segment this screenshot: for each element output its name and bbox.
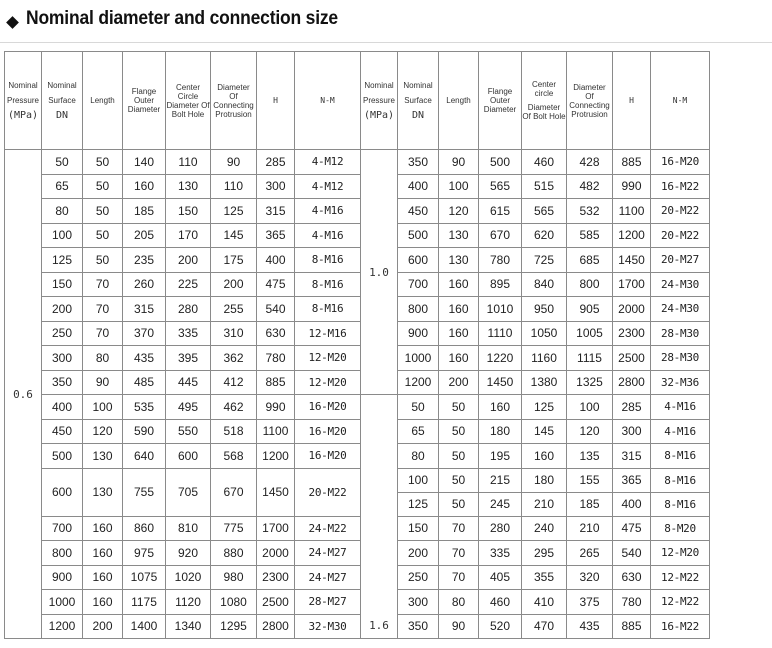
- right-n-m-cell: 28-M30: [651, 321, 710, 346]
- right-flange-od-cell: 1010: [479, 297, 522, 322]
- right-protrusion-cell: 320: [567, 565, 613, 590]
- right-n-m-cell: 28-M30: [651, 346, 710, 371]
- left-bolt-circle-cell: 335: [166, 321, 211, 346]
- right-length-cell: 50 50: [439, 468, 479, 516]
- right-length-cell: 80: [439, 590, 479, 615]
- right-n-m-cell: 8-M20: [651, 516, 710, 541]
- right-n-m-cell: 8-M16: [651, 444, 710, 469]
- right-protrusion-cell: 155 185: [567, 468, 613, 516]
- right-length-cell: 50: [439, 419, 479, 444]
- right-h-cell: 300: [613, 419, 651, 444]
- right-bolt-circle-cell: 620: [522, 223, 567, 248]
- right-length-cell: 70: [439, 565, 479, 590]
- left-bolt-circle-cell: 810: [166, 516, 211, 541]
- left-protrusion-cell: 880: [211, 541, 257, 566]
- left-flange-od-cell: 160: [123, 174, 166, 199]
- right-n-m-cell: 20-M22: [651, 199, 710, 224]
- left-protrusion-cell: 412: [211, 370, 257, 395]
- left-bolt-circle-cell: 705: [166, 468, 211, 516]
- left-h-cell: 990: [257, 395, 295, 420]
- left-protrusion-cell: 175: [211, 248, 257, 273]
- left-flange-od-cell: 1400: [123, 614, 166, 639]
- right-dn-cell: 350: [398, 614, 439, 639]
- left-length-cell: 50: [83, 174, 123, 199]
- left-protrusion-cell: 775: [211, 516, 257, 541]
- left-h-cell: 365: [257, 223, 295, 248]
- left-h-cell: 475: [257, 272, 295, 297]
- left-flange-od-cell: 315: [123, 297, 166, 322]
- right-n-m-cell: 20-M22: [651, 223, 710, 248]
- left-length-cell: 100: [83, 395, 123, 420]
- left-dn-cell: 700: [42, 516, 83, 541]
- left-flange-od-cell: 370: [123, 321, 166, 346]
- right-protrusion-cell: 685: [567, 248, 613, 273]
- left-h-cell: 300: [257, 174, 295, 199]
- right-h-cell: 1100: [613, 199, 651, 224]
- right-h-cell: 2300: [613, 321, 651, 346]
- left-length-cell: 160: [83, 541, 123, 566]
- right-dn-cell: 300: [398, 590, 439, 615]
- right-length-cell: 90: [439, 150, 479, 175]
- table-row: [5, 395, 770, 420]
- right-flange-od-cell: 615: [479, 199, 522, 224]
- diamond-bullet-icon: [6, 16, 19, 29]
- left-dn-cell: 450: [42, 419, 83, 444]
- left-flange-od-cell: 185: [123, 199, 166, 224]
- right-dn-cell: 50: [398, 395, 439, 420]
- left-flange-od-cell: 260: [123, 272, 166, 297]
- left-length-cell: 160: [83, 590, 123, 615]
- left-length-cell: 70: [83, 297, 123, 322]
- right-flange-od-cell: 895: [479, 272, 522, 297]
- right-length-cell: 70: [439, 541, 479, 566]
- left-dn-cell: 50: [42, 150, 83, 175]
- right-protrusion-cell: 120: [567, 419, 613, 444]
- left-flange-od-cell: 1075: [123, 565, 166, 590]
- left-h-cell: 2800: [257, 614, 295, 639]
- right-n-m-cell: 4-M16: [651, 419, 710, 444]
- right-h-cell: 885: [613, 150, 651, 175]
- right-flange-od-cell: 1450: [479, 370, 522, 395]
- left-flange-od-cell: 860: [123, 516, 166, 541]
- right-dn-cell: 600: [398, 248, 439, 273]
- right-bolt-circle-cell: 145: [522, 419, 567, 444]
- right-flange-od-cell: 195: [479, 444, 522, 469]
- left-n-m-cell: 8-M16: [295, 297, 361, 322]
- left-length-cell: 70: [83, 321, 123, 346]
- left-protrusion-cell: 980: [211, 565, 257, 590]
- left-n-m-cell: 12-M20: [295, 346, 361, 371]
- right-h-cell: 990: [613, 174, 651, 199]
- left-length-cell: 50: [83, 223, 123, 248]
- right-protrusion-cell: 1005: [567, 321, 613, 346]
- left-dn-cell: 350: [42, 370, 83, 395]
- left-bolt-circle-cell: 110: [166, 150, 211, 175]
- left-bolt-circle-cell: 495: [166, 395, 211, 420]
- left-n-m-cell: 12-M16: [295, 321, 361, 346]
- left-dn-cell: 80: [42, 199, 83, 224]
- header-connecting-protrusion: Diameter Of Connecting Protrusion: [211, 52, 257, 150]
- left-protrusion-cell: 362: [211, 346, 257, 371]
- left-h-cell: 1700: [257, 516, 295, 541]
- right-h-cell: 885: [613, 614, 651, 639]
- header-h: H: [257, 52, 295, 150]
- header-n-m: N-M: [295, 52, 361, 150]
- left-length-cell: 80: [83, 346, 123, 371]
- right-bolt-circle-cell: 1160: [522, 346, 567, 371]
- right-dn-cell: 500: [398, 223, 439, 248]
- left-h-cell: 2000: [257, 541, 295, 566]
- left-n-m-cell: 16-M20: [295, 444, 361, 469]
- header-n-m-right: N-M: [651, 52, 710, 150]
- left-length-cell: 130: [83, 468, 123, 516]
- right-protrusion-cell: 905: [567, 297, 613, 322]
- left-protrusion-cell: 90: [211, 150, 257, 175]
- right-flange-od-cell: 160: [479, 395, 522, 420]
- left-dn-cell: 500: [42, 444, 83, 469]
- right-length-cell: 130: [439, 248, 479, 273]
- left-bolt-circle-cell: 200: [166, 248, 211, 273]
- right-length-cell: 100: [439, 174, 479, 199]
- right-protrusion-cell: 428: [567, 150, 613, 175]
- left-dn-cell: 250: [42, 321, 83, 346]
- left-h-cell: 315: [257, 199, 295, 224]
- left-dn-cell: 65: [42, 174, 83, 199]
- left-protrusion-cell: 518: [211, 419, 257, 444]
- left-bolt-circle-cell: 1020: [166, 565, 211, 590]
- right-flange-od-cell: 460: [479, 590, 522, 615]
- right-protrusion-cell: 800: [567, 272, 613, 297]
- left-flange-od-cell: 485: [123, 370, 166, 395]
- right-h-cell: 780: [613, 590, 651, 615]
- left-n-m-cell: 16-M20: [295, 419, 361, 444]
- right-protrusion-cell: 100: [567, 395, 613, 420]
- left-length-cell: 70: [83, 272, 123, 297]
- connection-size-table: [4, 51, 770, 639]
- right-flange-od-cell: 520: [479, 614, 522, 639]
- left-bolt-circle-cell: 1340: [166, 614, 211, 639]
- right-flange-od-cell: 500: [479, 150, 522, 175]
- left-length-cell: 130: [83, 444, 123, 469]
- right-n-m-cell: 32-M36: [651, 370, 710, 395]
- left-h-cell: 1100: [257, 419, 295, 444]
- left-protrusion-cell: 568: [211, 444, 257, 469]
- header-flange-outer-diameter-right: Flange Outer Diameter: [479, 52, 522, 150]
- left-flange-od-cell: 755: [123, 468, 166, 516]
- left-flange-od-cell: 640: [123, 444, 166, 469]
- right-protrusion-cell: 1325: [567, 370, 613, 395]
- right-dn-cell: 700: [398, 272, 439, 297]
- left-protrusion-cell: 462: [211, 395, 257, 420]
- left-h-cell: 885: [257, 370, 295, 395]
- left-dn-cell: 800: [42, 541, 83, 566]
- left-h-cell: 285: [257, 150, 295, 175]
- left-n-m-cell: 4-M16: [295, 223, 361, 248]
- left-length-cell: 120: [83, 419, 123, 444]
- left-dn-cell: 1200: [42, 614, 83, 639]
- left-flange-od-cell: 1175: [123, 590, 166, 615]
- left-h-cell: 2300: [257, 565, 295, 590]
- right-h-cell: 630: [613, 565, 651, 590]
- right-length-cell: 200: [439, 370, 479, 395]
- right-flange-od-cell: 280: [479, 516, 522, 541]
- left-h-cell: 1450: [257, 468, 295, 516]
- right-bolt-circle-cell: 950: [522, 297, 567, 322]
- right-n-m-cell: 12-M22: [651, 590, 710, 615]
- right-bolt-circle-cell: 125: [522, 395, 567, 420]
- left-dn-cell: 100: [42, 223, 83, 248]
- right-h-cell: 2500: [613, 346, 651, 371]
- right-protrusion-cell: 135: [567, 444, 613, 469]
- right-length-cell: 70: [439, 516, 479, 541]
- left-bolt-circle-cell: 1120: [166, 590, 211, 615]
- left-protrusion-cell: 255: [211, 297, 257, 322]
- left-length-cell: 160: [83, 565, 123, 590]
- left-flange-od-cell: 975: [123, 541, 166, 566]
- left-n-m-cell: 24-M27: [295, 541, 361, 566]
- left-dn-cell: 150: [42, 272, 83, 297]
- left-n-m-cell: 16-M20: [295, 395, 361, 420]
- left-n-m-cell: 12-M20: [295, 370, 361, 395]
- left-n-m-cell: 4-M16: [295, 199, 361, 224]
- right-bolt-circle-cell: 460: [522, 150, 567, 175]
- right-bolt-circle-cell: 470: [522, 614, 567, 639]
- right-dn-cell: 350: [398, 150, 439, 175]
- right-h-cell: 2800: [613, 370, 651, 395]
- right-length-cell: 90: [439, 614, 479, 639]
- left-n-m-cell: 32-M30: [295, 614, 361, 639]
- right-protrusion-cell: 532: [567, 199, 613, 224]
- left-dn-cell: 1000: [42, 590, 83, 615]
- left-flange-od-cell: 535: [123, 395, 166, 420]
- right-n-m-cell: 4-M16: [651, 395, 710, 420]
- header-length: Length: [83, 52, 123, 150]
- pressure-1-0-cell: 1.0: [361, 150, 398, 395]
- left-protrusion-cell: 310: [211, 321, 257, 346]
- right-protrusion-cell: 375: [567, 590, 613, 615]
- left-n-m-cell: 8-M16: [295, 272, 361, 297]
- left-bolt-circle-cell: 150: [166, 199, 211, 224]
- left-length-cell: 50: [83, 199, 123, 224]
- left-dn-cell: 200: [42, 297, 83, 322]
- left-bolt-circle-cell: 130: [166, 174, 211, 199]
- right-dn-cell: 80: [398, 444, 439, 469]
- right-flange-od-cell: 670: [479, 223, 522, 248]
- right-dn-cell: 250: [398, 565, 439, 590]
- left-bolt-circle-cell: 550: [166, 419, 211, 444]
- pressure-1-6-cell: 1.6: [361, 395, 398, 639]
- left-bolt-circle-cell: 920: [166, 541, 211, 566]
- left-h-cell: 630: [257, 321, 295, 346]
- left-flange-od-cell: 205: [123, 223, 166, 248]
- right-dn-cell: 900: [398, 321, 439, 346]
- right-h-cell: 475: [613, 516, 651, 541]
- right-flange-od-cell: 565: [479, 174, 522, 199]
- right-length-cell: 160: [439, 321, 479, 346]
- left-dn-cell: 900: [42, 565, 83, 590]
- right-dn-cell: 65: [398, 419, 439, 444]
- right-length-cell: 160: [439, 346, 479, 371]
- left-flange-od-cell: 140: [123, 150, 166, 175]
- right-n-m-cell: 24-M30: [651, 297, 710, 322]
- left-protrusion-cell: 1080: [211, 590, 257, 615]
- left-h-cell: 2500: [257, 590, 295, 615]
- right-n-m-cell: 12-M22: [651, 565, 710, 590]
- right-bolt-circle-cell: 840: [522, 272, 567, 297]
- left-length-cell: 200: [83, 614, 123, 639]
- right-dn-cell: 100 125: [398, 468, 439, 516]
- right-bolt-circle-cell: 565: [522, 199, 567, 224]
- left-protrusion-cell: 200: [211, 272, 257, 297]
- right-flange-od-cell: 180: [479, 419, 522, 444]
- right-dn-cell: 200: [398, 541, 439, 566]
- right-protrusion-cell: 1115: [567, 346, 613, 371]
- right-protrusion-cell: 585: [567, 223, 613, 248]
- left-length-cell: 90: [83, 370, 123, 395]
- left-n-m-cell: 28-M27: [295, 590, 361, 615]
- right-dn-cell: 450: [398, 199, 439, 224]
- right-dn-cell: 800: [398, 297, 439, 322]
- right-protrusion-cell: 482: [567, 174, 613, 199]
- right-dn-cell: 400: [398, 174, 439, 199]
- right-length-cell: 130: [439, 223, 479, 248]
- right-h-cell: 1200: [613, 223, 651, 248]
- title-bar: [0, 0, 772, 43]
- header-nominal-surface: Nominal Surface DN: [42, 52, 83, 150]
- right-flange-od-cell: 1110: [479, 321, 522, 346]
- left-length-cell: 50: [83, 248, 123, 273]
- header-h-right: H: [613, 52, 651, 150]
- left-h-cell: 780: [257, 346, 295, 371]
- left-n-m-cell: 20-M22: [295, 468, 361, 516]
- right-flange-od-cell: 780: [479, 248, 522, 273]
- left-flange-od-cell: 435: [123, 346, 166, 371]
- left-n-m-cell: 8-M16: [295, 248, 361, 273]
- right-h-cell: 365 400: [613, 468, 651, 516]
- right-bolt-circle-cell: 515: [522, 174, 567, 199]
- left-protrusion-cell: 670: [211, 468, 257, 516]
- left-h-cell: 400: [257, 248, 295, 273]
- right-n-m-cell: 16-M22: [651, 174, 710, 199]
- right-h-cell: 315: [613, 444, 651, 469]
- right-bolt-circle-cell: 180 210: [522, 468, 567, 516]
- right-h-cell: 1700: [613, 272, 651, 297]
- left-protrusion-cell: 145: [211, 223, 257, 248]
- header-bolt-hole-diameter-right: Center circle Diameter Of Bolt Hole: [522, 52, 567, 150]
- left-bolt-circle-cell: 280: [166, 297, 211, 322]
- table-row: [5, 150, 770, 175]
- left-h-cell: 540: [257, 297, 295, 322]
- right-dn-cell: 1200: [398, 370, 439, 395]
- header-nominal-surface-right: Nominal Surface DN: [398, 52, 439, 150]
- right-h-cell: 2000: [613, 297, 651, 322]
- right-flange-od-cell: 215 245: [479, 468, 522, 516]
- left-bolt-circle-cell: 225: [166, 272, 211, 297]
- left-length-cell: 160: [83, 516, 123, 541]
- left-dn-cell: 600: [42, 468, 83, 516]
- right-n-m-cell: 12-M20: [651, 541, 710, 566]
- right-length-cell: 120: [439, 199, 479, 224]
- left-dn-cell: 125: [42, 248, 83, 273]
- right-dn-cell: 1000: [398, 346, 439, 371]
- left-n-m-cell: 24-M22: [295, 516, 361, 541]
- right-length-cell: 50: [439, 444, 479, 469]
- right-bolt-circle-cell: 355: [522, 565, 567, 590]
- left-bolt-circle-cell: 600: [166, 444, 211, 469]
- right-n-m-cell: 20-M27: [651, 248, 710, 273]
- left-n-m-cell: 24-M27: [295, 565, 361, 590]
- right-flange-od-cell: 1220: [479, 346, 522, 371]
- right-bolt-circle-cell: 240: [522, 516, 567, 541]
- table-header-row: [5, 52, 770, 150]
- right-protrusion-cell: 210: [567, 516, 613, 541]
- right-n-m-cell: 16-M22: [651, 614, 710, 639]
- left-protrusion-cell: 110: [211, 174, 257, 199]
- left-bolt-circle-cell: 395: [166, 346, 211, 371]
- left-dn-cell: 300: [42, 346, 83, 371]
- left-protrusion-cell: 125: [211, 199, 257, 224]
- left-bolt-circle-cell: 445: [166, 370, 211, 395]
- right-length-cell: 50: [439, 395, 479, 420]
- header-flange-outer-diameter: Flange Outer Diameter: [123, 52, 166, 150]
- left-n-m-cell: 4-M12: [295, 174, 361, 199]
- right-bolt-circle-cell: 1380: [522, 370, 567, 395]
- header-connecting-protrusion-right: Diameter Of Connecting Protrusion: [567, 52, 613, 150]
- header-length-right: Length: [439, 52, 479, 150]
- right-flange-od-cell: 405: [479, 565, 522, 590]
- pressure-0-6-cell: 0.6: [5, 150, 42, 639]
- right-flange-od-cell: 335: [479, 541, 522, 566]
- right-bolt-circle-cell: 410: [522, 590, 567, 615]
- right-n-m-cell: 16-M20: [651, 150, 710, 175]
- left-flange-od-cell: 590: [123, 419, 166, 444]
- left-h-cell: 1200: [257, 444, 295, 469]
- header-bolt-hole-diameter: Center Circle Diameter Of Bolt Hole: [166, 52, 211, 150]
- right-length-cell: 160: [439, 272, 479, 297]
- right-h-cell: 285: [613, 395, 651, 420]
- left-protrusion-cell: 1295: [211, 614, 257, 639]
- right-h-cell: 540: [613, 541, 651, 566]
- right-bolt-circle-cell: 160: [522, 444, 567, 469]
- right-n-m-cell: 24-M30: [651, 272, 710, 297]
- right-protrusion-cell: 435: [567, 614, 613, 639]
- left-flange-od-cell: 235: [123, 248, 166, 273]
- header-nominal-pressure-right: Nominal Pressure (MPa): [361, 52, 398, 150]
- table-body: [5, 150, 770, 639]
- page-title: Nominal diameter and connection size: [26, 8, 338, 29]
- right-n-m-cell: 8-M16 8-M16: [651, 468, 710, 516]
- header-nominal-pressure: Nominal Pressure (MPa): [5, 52, 42, 150]
- right-dn-cell: 150: [398, 516, 439, 541]
- right-bolt-circle-cell: 1050: [522, 321, 567, 346]
- right-length-cell: 160: [439, 297, 479, 322]
- left-length-cell: 50: [83, 150, 123, 175]
- left-bolt-circle-cell: 170: [166, 223, 211, 248]
- left-dn-cell: 400: [42, 395, 83, 420]
- right-bolt-circle-cell: 295: [522, 541, 567, 566]
- left-n-m-cell: 4-M12: [295, 150, 361, 175]
- right-bolt-circle-cell: 725: [522, 248, 567, 273]
- right-protrusion-cell: 265: [567, 541, 613, 566]
- right-h-cell: 1450: [613, 248, 651, 273]
